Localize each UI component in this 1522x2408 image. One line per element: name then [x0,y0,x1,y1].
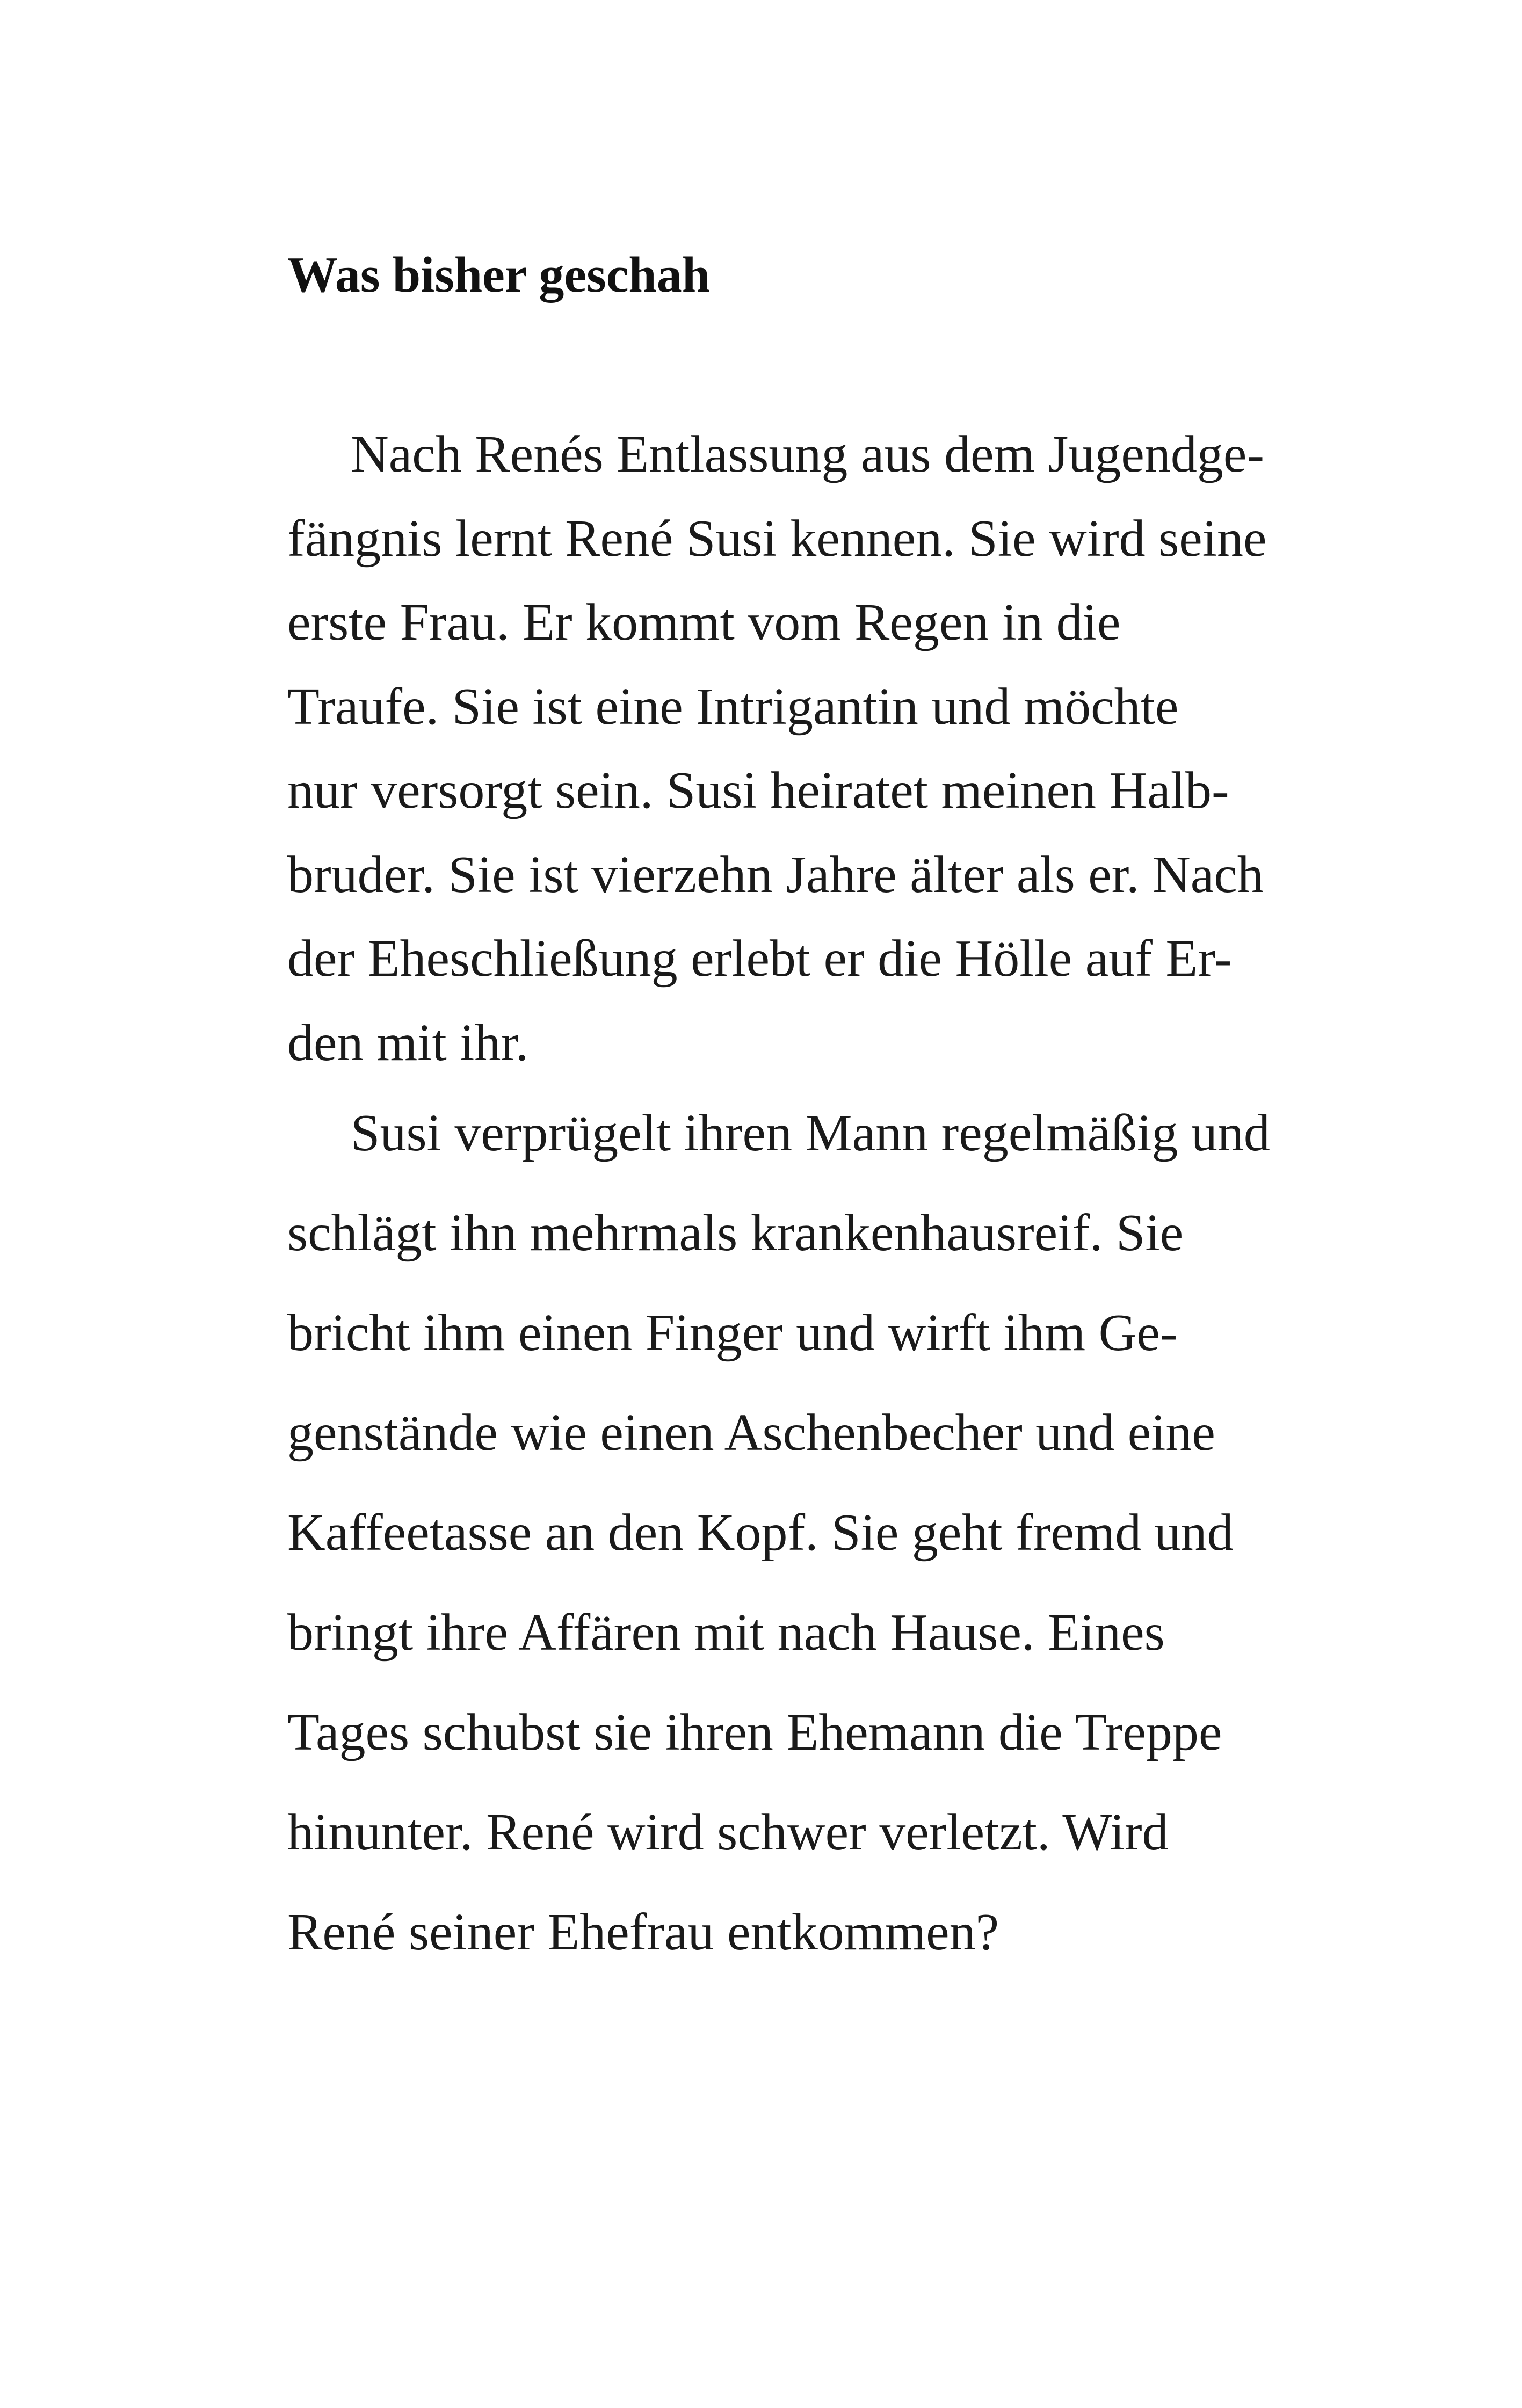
text-line: bringt ihre Affären mit nach Hause. Eines [287,1604,1165,1662]
text-line: den mit ihr. [287,1013,529,1072]
paragraph-2 [287,1083,1270,1982]
page-heading: Was bisher geschah [287,247,710,303]
text-line: fängnis lernt René Susi kennen. Sie wird seine [287,509,1267,568]
text-line: René seiner Ehefrau entkommen? [287,1903,999,1961]
text-line: nur versorgt sein. Susi heiratet meinen Halb- [287,761,1229,819]
paragraph-1 [287,412,1267,1085]
text-line: Kaffeetasse an den Kopf. Sie geht fremd und [287,1504,1234,1562]
text-line: genstände wie einen Aschenbecher und eine [287,1404,1215,1462]
text-line: der Eheschließung erlebt er die Hölle auf Er- [287,930,1232,988]
text-line: bricht ihm einen Finger und wirft ihm Ge- [287,1304,1178,1362]
text-line: Susi verprügelt ihren Mann regelmäßig und [351,1104,1270,1162]
text-line: Nach Renés Entlassung aus dem Jugendge- [351,425,1264,483]
text-line: Traufe. Sie ist eine Intrigantin und möchte [287,677,1179,736]
text-line: schlägt ihn mehrmals krankenhausreif. Sie [287,1204,1184,1262]
text-line: bruder. Sie ist vierzehn Jahre älter als er. Nach [287,845,1264,904]
text-line: Tages schubst sie ihren Ehemann die Treppe [287,1703,1222,1761]
text-line: erste Frau. Er kommt vom Regen in die [287,593,1121,651]
text-line: hinunter. René wird schwer verletzt. Wird [287,1803,1169,1861]
